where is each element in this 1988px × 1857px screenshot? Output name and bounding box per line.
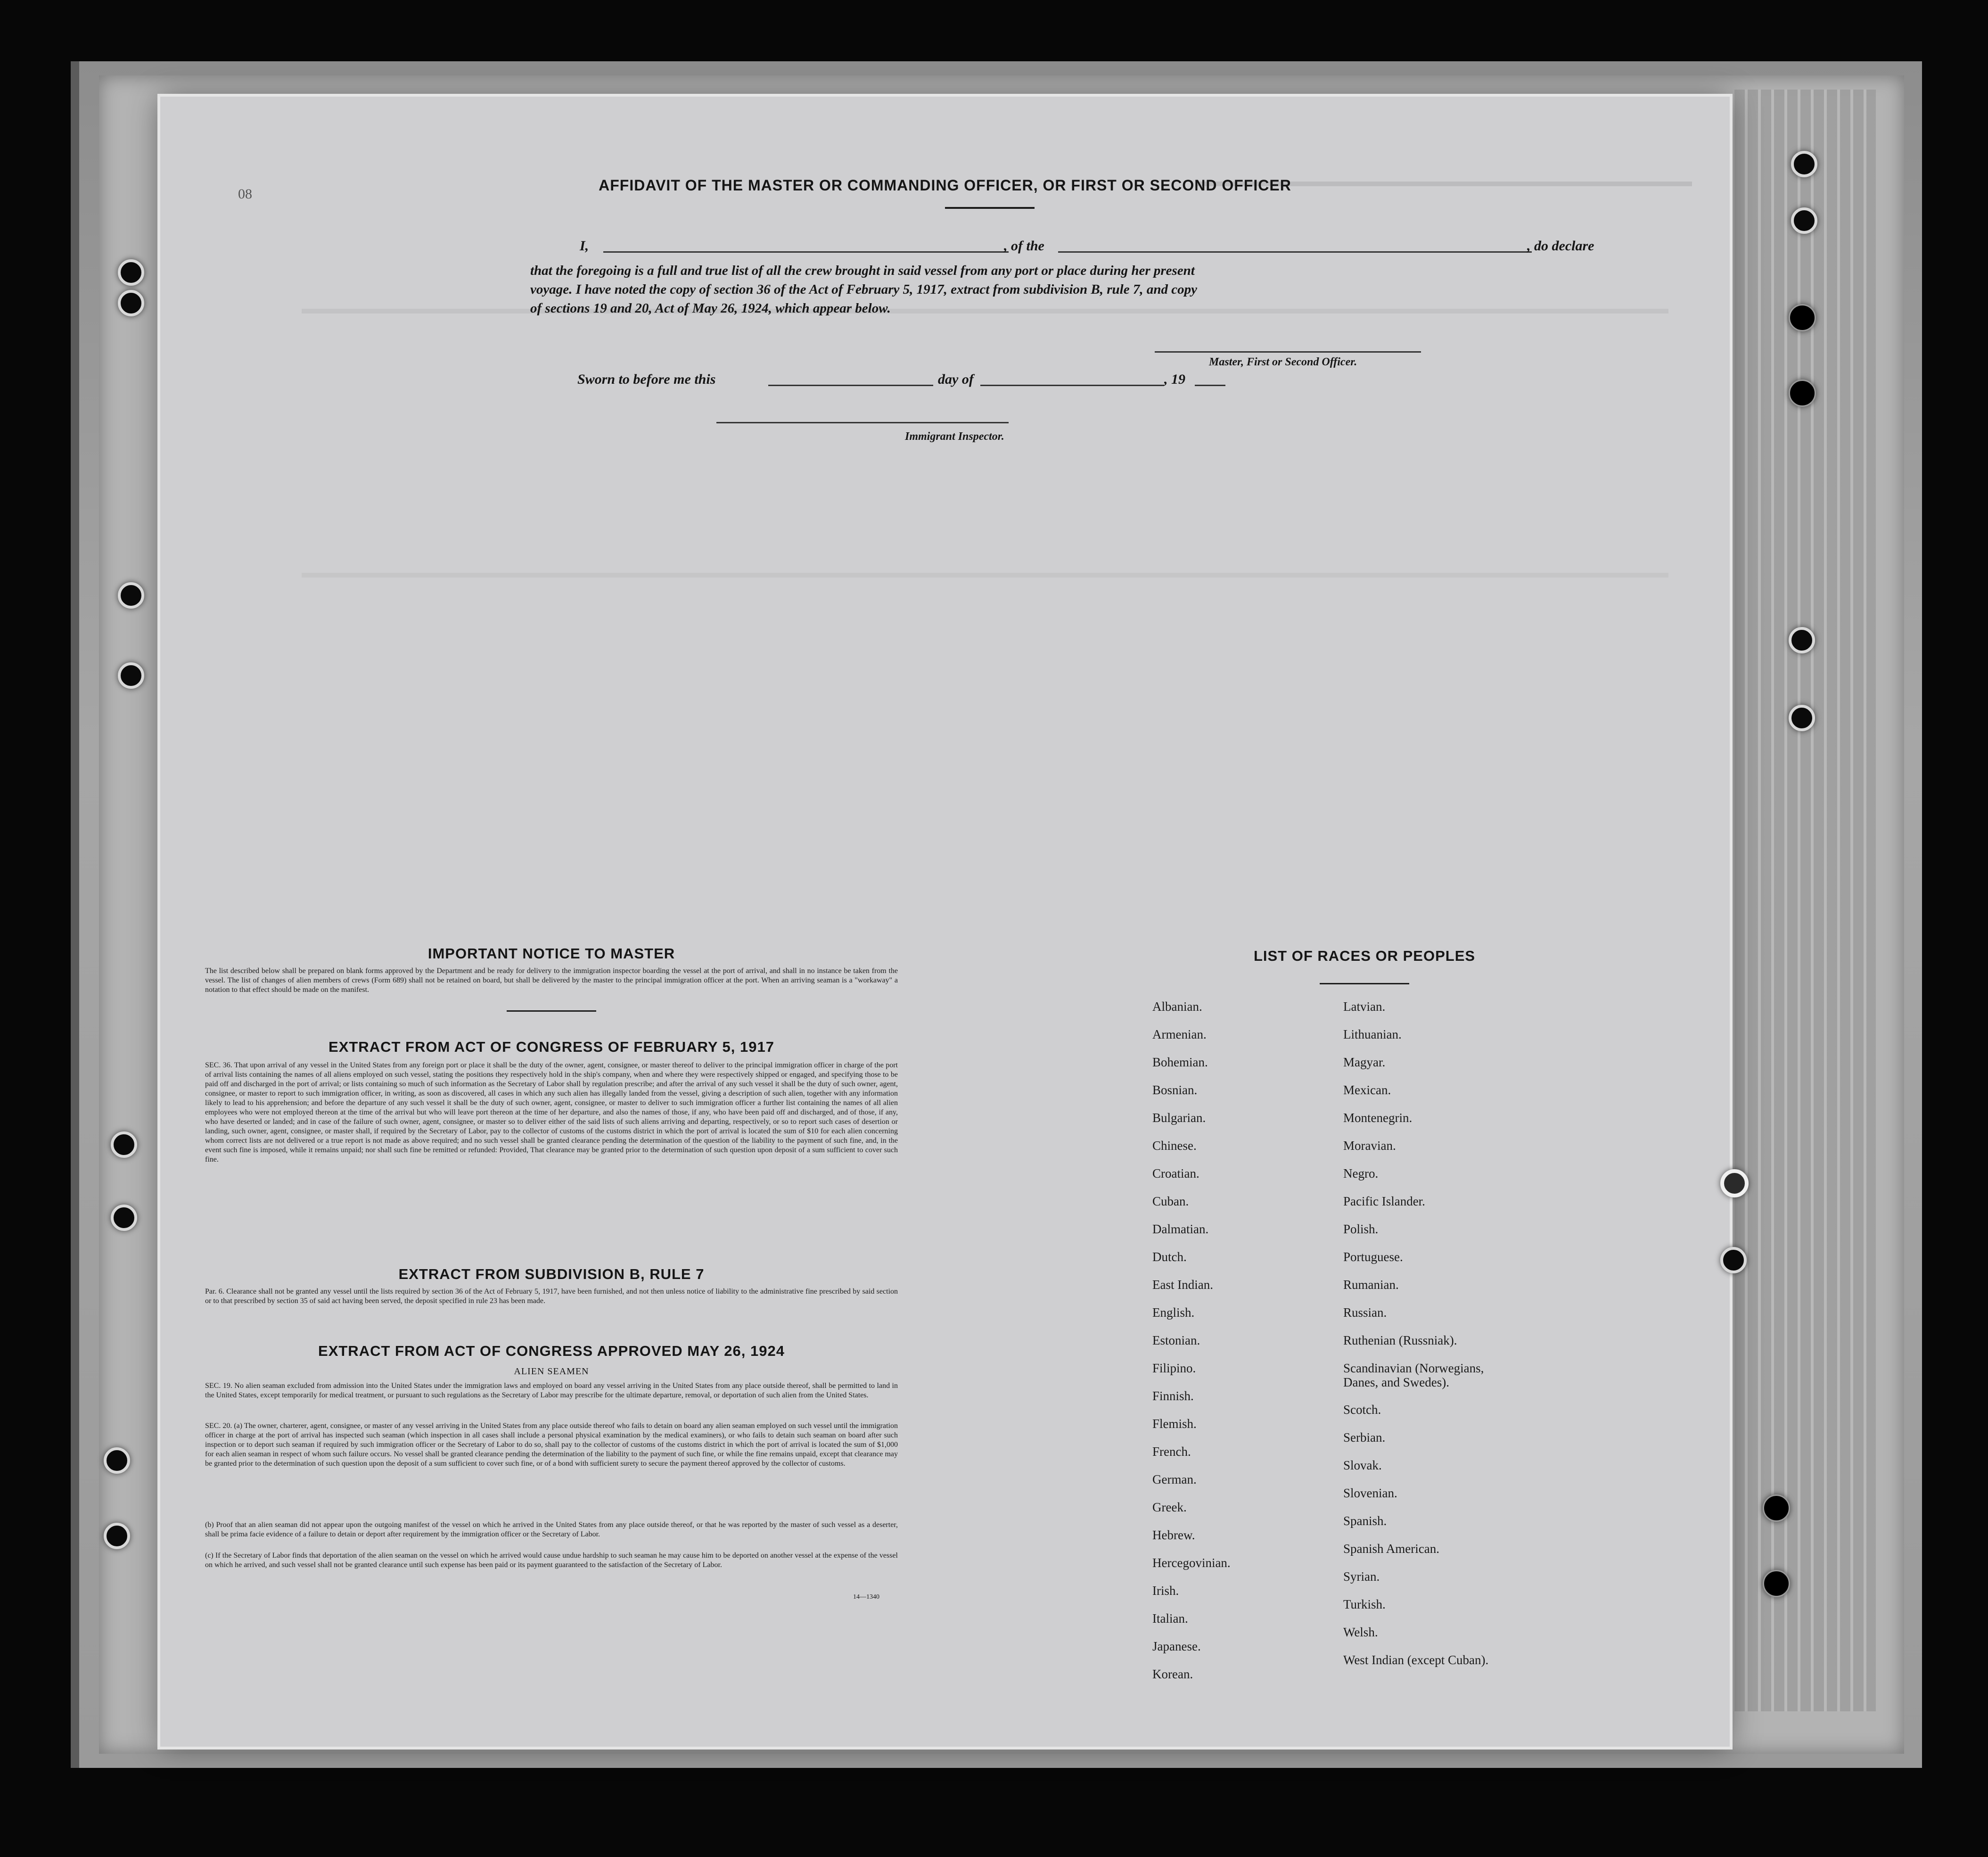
background-sheet-ruled-edge [1734,90,1876,1711]
races-rule [1320,983,1409,984]
race-item: Portuguese. [1343,1250,1403,1264]
punch-hole [1789,380,1816,407]
extract-rule7-heading: EXTRACT FROM SUBDIVISION B, RULE 7 [398,1266,705,1282]
margin-mark: 08 [238,186,252,202]
inspector-label: Immigrant Inspector. [905,430,1004,443]
race-item: Dalmatian. [1152,1222,1209,1236]
race-item: Russian. [1343,1305,1387,1320]
race-item: Italian. [1152,1611,1188,1626]
race-item: Greek. [1152,1500,1187,1514]
race-item: Scotch. [1343,1403,1381,1417]
race-item: Japanese. [1152,1639,1201,1653]
punch-hole [104,1447,130,1474]
heading-rule [945,207,1035,209]
extract-1924-heading: EXTRACT FROM ACT OF CONGRESS APPROVED MAY 26, 1924 [318,1343,785,1359]
race-item: Rumanian. [1343,1278,1399,1292]
race-item: Lithuanian. [1343,1027,1402,1041]
bleed-through-line [302,573,1668,578]
race-item: French. [1152,1444,1191,1459]
punch-hole [1720,1169,1749,1197]
race-item: Slovak. [1343,1458,1382,1472]
punch-hole [118,582,144,609]
master-signature-line [1155,351,1421,353]
race-item: Spanish American. [1343,1542,1439,1556]
race-item: Bulgarian. [1152,1111,1206,1125]
vessel-blank [1058,251,1532,253]
punch-hole [1789,705,1815,731]
race-item: Latvian. [1343,999,1386,1014]
sworn-year: , 19 [1164,371,1185,387]
punch-hole [1720,1247,1747,1273]
race-item: Polish. [1343,1222,1379,1236]
notice-body: The list described below shall be prepared on blank forms approved by the Department and be ready for delivery to the immigration inspector boarding the vessel at the port of arrival, and shall in no instance be taken from the vessel. The list of changes of alien members of crews (Form 689) shall not be retained on board, but shall be delivered by the master to the principal immigration officer at the port. When an arriving seaman is a "workaway" a notation to that effect should be made on the manifest. [205,967,898,994]
sworn-day-blank [768,385,933,386]
race-item: Dutch. [1152,1250,1187,1264]
race-item: West Indian (except Cuban). [1343,1653,1489,1667]
sworn-year-blank [1195,385,1225,386]
declare-i: I, [580,238,589,254]
punch-hole [118,662,144,689]
extract-1924-subheading: ALIEN SEAMEN [514,1366,589,1377]
races-heading: LIST OF RACES OR PEOPLES [1253,948,1476,964]
races-list-right [1343,999,1513,1681]
race-item: Estonian. [1152,1333,1200,1347]
race-item: Montenegrin. [1343,1111,1413,1125]
race-item: Filipino. [1152,1361,1196,1375]
punch-hole [111,1205,137,1231]
race-item: Syrian. [1343,1569,1380,1584]
races-list-left [1152,999,1231,1695]
race-item: Ruthenian (Russniak). [1343,1333,1457,1347]
race-item: Cuban. [1152,1194,1189,1208]
punch-hole [1791,207,1817,234]
race-item: Magyar. [1343,1055,1386,1069]
affidavit-page [160,97,1730,1747]
extract-1924-sec20c: (c) If the Secretary of Labor finds that deportation of the alien seaman on the vessel on which he arrived would cause undue hardship to such seaman he may cause him to be deported on another vessel at the expense of the vessel on which he arrived, and such vessel shall not be granted clearance until such expense has been paid or its payment guaranteed to the satisfaction of the Secretary of Labor. [205,1552,898,1569]
section-rule [507,1010,596,1012]
declare-do-declare: , do declare [1527,238,1594,254]
punch-hole [1791,151,1817,177]
extract-rule7-body: Par. 6. Clearance shall not be granted any vessel until the lists required by section 36 of the Act of February 5, 1917, have been furnished, and not then unless notice of liability to the administrative fine prescribed by said section or to that prescribed by section 35 of said act having been served, the deposit specified in rule 23 has been made. [205,1288,898,1305]
race-item: Turkish. [1343,1597,1386,1611]
punch-hole [1763,1494,1790,1522]
race-item: Armenian. [1152,1027,1207,1041]
statement-line: voyage. I have noted the copy of section 36 of the Act of February 5, 1917, extract from subdivision B, rule 7, and copy [530,282,1197,297]
statement-line: of sections 19 and 20, Act of May 26, 1924, which appear below. [530,301,891,316]
race-item: Scandinavian (Norwegians, Danes, and Swedes). [1343,1361,1484,1389]
race-item: Albanian. [1152,999,1202,1014]
race-item: East Indian. [1152,1278,1213,1292]
race-item: Spanish. [1343,1514,1387,1528]
race-item: Bohemian. [1152,1055,1208,1069]
race-item: German. [1152,1472,1197,1486]
sworn-month-blank [980,385,1164,386]
extract-1924-sec20a: SEC. 20. (a) The owner, charterer, agent, consignee, or master of any vessel arriving in the United States from any place outside thereof who fails to detain on board any alien seaman employed on such vessel until the immigration officer in charge at the port of arrival has inspected such seaman (which inspection in all cases shall include a personal physical examination by the medical examiners), or who fails to detain such seaman on board after such inspection or to deport such seaman if required by such immigration officer or the Secretary of Labor to do so, shall pay to the collector of customs of the customs district in which the port of arrival is located the sum of $1,000 for each alien seaman in respect of whom such failure occurs. No vessel shall be granted clearance pending the determination of the liability to the payment of such fine, or while the fine remains unpaid, except that clearance may be granted prior to the determination of such question upon the deposit of a sum sufficient to cover such fine, or of a bond with sufficient surety to secure the payment thereof approved by the collector of customs. [205,1422,898,1468]
race-item: Slovenian. [1343,1486,1397,1500]
punch-hole [1763,1570,1790,1597]
master-signature-label: Master, First or Second Officer. [1209,356,1357,368]
race-item: Flemish. [1152,1417,1197,1431]
race-item: Irish. [1152,1584,1179,1598]
extract-1924-sec19: SEC. 19. No alien seaman excluded from admission into the United States under the immigration laws and employed on board any vessel arriving in the United States from any place outside thereof, shall be permitted to land in the United States, except temporarily for medical treatment, or pursuant to such regulations as the Secretary of Labor may prescribe for the ultimate departure, removal, or deportation of such alien from the United States. [205,1382,898,1399]
race-item: Pacific Islander. [1343,1194,1425,1208]
name-blank [603,251,1009,253]
race-item: Negro. [1343,1166,1379,1180]
race-item: Mexican. [1343,1083,1391,1097]
statement-line: that the foregoing is a full and true list of all the crew brought in said vessel from any port or place during her present [530,263,1195,278]
race-item: Chinese. [1152,1139,1197,1153]
extract-1917-heading: EXTRACT FROM ACT OF CONGRESS OF FEBRUARY 5, 1917 [329,1039,774,1055]
extract-1924-sec20b: (b) Proof that an alien seaman did not appear upon the outgoing manifest of the vessel on which he arrived in the United States from any place outside thereof, or that he was reported by the master of such vessel as a deserter, shall be prima facie evidence of a failure to detain or deport after requirement by the immigration officer or the Secretary of Labor. [205,1521,898,1538]
race-item: Serbian. [1343,1430,1386,1444]
sworn-prefix: Sworn to before me this [577,371,716,387]
form-number: 14—1340 [853,1593,879,1601]
race-item: English. [1152,1305,1195,1320]
race-item: Hercegovinian. [1152,1556,1231,1570]
sworn-day-of: day of [938,371,974,387]
declare-of-the: , of the [1004,238,1044,254]
race-item: Bosnian. [1152,1083,1198,1097]
punch-hole [1789,627,1815,653]
race-item: Korean. [1152,1667,1193,1681]
bleed-through-line [302,309,1668,314]
race-item: Finnish. [1152,1389,1194,1403]
affidavit-heading: AFFIDAVIT OF THE MASTER OR COMMANDING OFFICER, OR FIRST OR SECOND OFFICER [599,177,1291,194]
race-item: Moravian. [1343,1139,1396,1153]
race-item: Welsh. [1343,1625,1378,1639]
race-item: Hebrew. [1152,1528,1195,1542]
extract-1917-body: SEC. 36. That upon arrival of any vessel in the United States from any foreign port or place it shall be the duty of the owner, agent, consignee, or master thereof to deliver to the principal immigration officer in charge of the port of arrival lists containing the names of all aliens employed on such vessel, stating the positions they respectively hold in the ship's company, when and where they were respectively shipped or engaged, and specifying those to be paid off and discharged in the port of arrival; or lists containing so much of such information as the Secretary of Labor shall by regulation prescribe; and after the arrival of any such vessel it shall be the duty of such owner, agent, consignee, or master to report to such immigration officer, in writing, as soon as discovered, all cases in which any such alien has illegally landed from the vessel, giving a description of such alien, together with any information likely to lead to his apprehension; and before the departure of any such vessel it shall be the duty of such owner, agent, consignee, or master to deliver to such immigration officer a further list containing the names of all alien employees who were not employed thereon at the time of the arrival but who will leave port thereon at the time of her departure, and also the names of those, if any, who have been paid off and discharged, and of those, if any, who have deserted or landed; and in case of the failure of such owner, agent, consignee, or master so to deliver either of the said lists of such aliens arriving and departing, respectively, or so to report such cases of desertion or landing, such owner, agent, consignee, or master shall, if required by the Secretary of Labor, pay to the collector of customs of the customs district in which the port of arrival is located the sum of $10 for each alien concerning whom correct lists are not delivered or a true report is not made as above required; and no such vessel shall be granted clearance pending the determination of the question of the liability to the payment of such fine, and, in the event such fine is imposed, while it remains unpaid; nor shall such fine be remitted or refunded: Provided, That clearance may be granted prior to the determination of such question upon deposit of a sum sufficient to cover such fine. [205,1061,898,1164]
punch-hole [118,290,144,316]
notice-heading: IMPORTANT NOTICE TO MASTER [427,945,675,962]
punch-hole [118,259,144,286]
race-item: Croatian. [1152,1166,1199,1180]
punch-hole [111,1131,137,1158]
inspector-signature-line [716,422,1009,423]
punch-hole [104,1523,130,1549]
punch-hole [1789,304,1816,331]
